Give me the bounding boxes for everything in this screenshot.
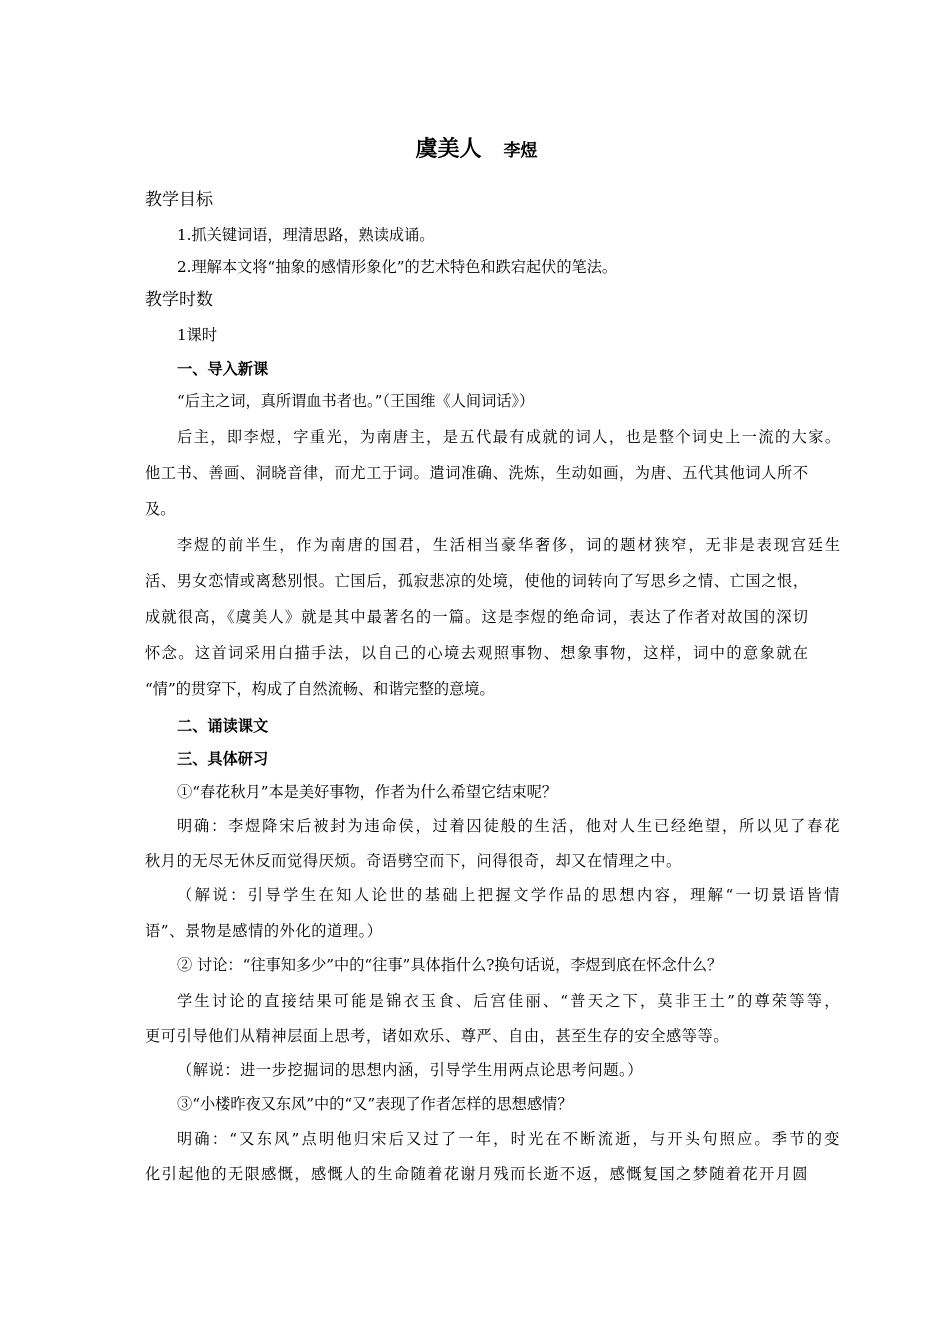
answer-line: 明确：李煜降宋后被封为违命侯，过着囚徒般的生活，他对人生已经绝望，所以见了春花 — [177, 817, 840, 835]
objective-item: 2.理解本文将“抽象的感情形象化”的艺术特色和跌宕起伏的笔法。 — [177, 258, 618, 276]
paragraph-line: 怀念。这首词采用白描手法，以自己的心境去观照事物、想象事物，这样，词中的意象就在 — [145, 644, 808, 662]
paragraph-line: 他工书、善画、洞晓音律，而尤工于词。遣词准确、洗炼，生动如画，为唐、五代其他词人所不 — [145, 464, 808, 482]
hours-value: 1课时 — [177, 326, 218, 344]
question-2: ② 讨论：“往事知多少”中的“往事”具体指什么?换句话说，李煜到底在怀念什么？ — [177, 956, 723, 974]
note-line: 语”、景物是感情的外化的道理。） — [145, 922, 383, 940]
page-title — [145, 134, 808, 167]
answer-line: 明确：“又东风”点明他归宋后又过了一年，时光在不断流逝，与开头句照应。季节的变 — [177, 1130, 840, 1148]
hours-heading: 教学时数 — [145, 290, 213, 310]
objectives-heading: 教学目标 — [145, 190, 213, 210]
part1-quote: “后主之词，真所谓血书者也。”（王国维《人间词话》） — [177, 392, 535, 410]
answer-line: 学生讨论的直接结果可能是锦衣玉食、后宫佳丽、“普天之下，莫非王土”的尊荣等等， — [177, 992, 840, 1010]
paragraph-line: 活、男女恋情或离愁别恨。亡国后，孤寂悲凉的处境，使他的词转向了写思乡之情、亡国之恨， — [145, 572, 808, 590]
question-1: ①“春花秋月”本是美好事物，作者为什么希望它结束呢？ — [177, 783, 558, 801]
note-line: （解说：引导学生在知人论世的基础上把握文学作品的思想内容，理解“一切景语皆情 — [177, 886, 840, 904]
title-main: 虞美人 — [415, 137, 482, 162]
part3-heading: 三、具体研习 — [177, 750, 269, 768]
paragraph-line: 及。 — [145, 500, 176, 518]
paragraph-line: 后主，即李煜，字重光，为南唐主，是五代最有成就的词人，也是整个词史上一流的大家。 — [177, 428, 840, 446]
paragraph-line: 李煜的前半生，作为南唐的国君，生活相当豪华奢侈，词的题材狭窄，无非是表现宫廷生 — [177, 536, 840, 554]
title-author: 李煜 — [503, 141, 538, 161]
objective-item: 1.抓关键词语，理清思路，熟读成诵。 — [177, 226, 435, 244]
part2-heading: 二、诵读课文 — [177, 717, 269, 735]
answer-line: 化引起他的无限感慨，感慨人的生命随着花谢月残而长逝不返，感慨复国之梦随着花开月圆 — [145, 1165, 808, 1183]
paragraph-line: “情”的贯穿下，构成了自然流畅、和谐完整的意境。 — [145, 680, 495, 698]
answer-line: 秋月的无尽无休反而觉得厌烦。奇语劈空而下，问得很奇，却又在情理之中。 — [145, 852, 682, 870]
question-3: ③“小楼昨夜又东风”中的“又”表现了作者怎样的思想感情？ — [177, 1095, 573, 1113]
answer-line: 更可引导他们从精神层面上思考，诸如欢乐、尊严、自由，甚至生存的安全感等等。 — [145, 1027, 730, 1045]
note-line: （解说：进一步挖掘词的思想内涵，引导学生用两点论思考问题。） — [177, 1061, 644, 1079]
part1-heading: 一、导入新课 — [177, 360, 269, 378]
paragraph-line: 成就很高，《虞美人》就是其中最著名的一篇。这是李煜的绝命词，表达了作者对故国的深切 — [145, 608, 808, 626]
